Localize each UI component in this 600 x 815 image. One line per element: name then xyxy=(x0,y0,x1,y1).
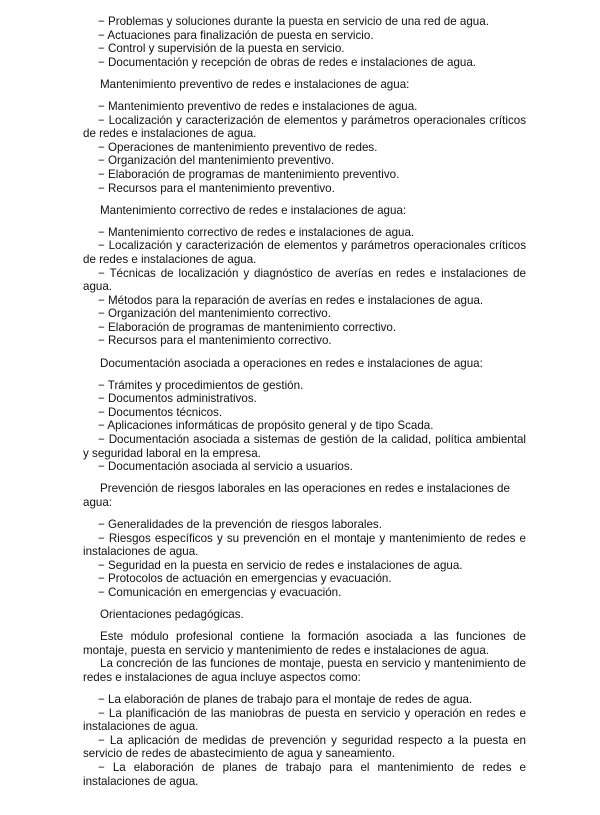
list-item xyxy=(83,379,526,393)
dash: − xyxy=(98,531,105,545)
dash: − xyxy=(98,55,105,69)
list-item-text: La elaboración de planes de trabajo para el montaje de redes de agua. xyxy=(108,693,473,707)
list-item xyxy=(83,168,526,182)
list-item xyxy=(83,433,526,460)
list-item xyxy=(83,460,526,474)
list-item xyxy=(83,586,526,600)
dash: − xyxy=(98,518,105,531)
list-item-text: Seguridad en la puesta en servicio de redes e instalaciones de agua. xyxy=(108,558,463,572)
section-heading-correctivo: Mantenimiento correctivo de redes e instalaciones de agua: xyxy=(100,203,407,217)
list-item xyxy=(83,419,526,433)
list-item-text: Documentación y recepción de obras de redes e instalaciones de agua. xyxy=(108,55,477,69)
list-item-text: Actuaciones para finalización de puesta en servicio. xyxy=(107,28,374,42)
list-item-text: Técnicas de localización y diagnóstico de averías en redes e instalaciones de agua. xyxy=(83,266,526,294)
list-item xyxy=(83,307,526,321)
dash: − xyxy=(98,572,105,586)
list-item-text: La elaboración de planes de trabajo para el mantenimiento de redes e instalaciones de agua. xyxy=(83,761,526,788)
dash: − xyxy=(98,293,105,307)
list-item-text: Documentos administrativos. xyxy=(108,392,257,406)
list-item-text: Trámites y procedimientos de gestión. xyxy=(107,378,304,392)
list-item xyxy=(83,15,526,29)
list-item-text: Operaciones de mantenimiento preventivo de redes. xyxy=(108,140,378,154)
list-item xyxy=(83,693,526,707)
list-item-text: Control y supervisión de la puesta en servicio. xyxy=(108,42,345,56)
list-item xyxy=(83,518,526,532)
dash: − xyxy=(98,460,105,474)
dash: − xyxy=(98,320,105,334)
list-item-text: Métodos para la reparación de averías en redes e instalaciones de agua. xyxy=(108,293,484,307)
dash: − xyxy=(98,334,105,348)
list-item xyxy=(83,182,526,196)
paragraph: La concreción de las funciones de montaje, puesta en servicio y mantenimiento de redes e instalaciones de agua incluye aspectos como: xyxy=(83,657,526,684)
section-1-list xyxy=(83,100,526,195)
section-3-list xyxy=(83,379,526,474)
list-item xyxy=(83,334,526,348)
dash: − xyxy=(98,419,105,433)
list-item xyxy=(83,294,526,308)
list-item xyxy=(83,406,526,420)
dash: − xyxy=(98,378,105,392)
dash: − xyxy=(98,405,105,419)
dash: − xyxy=(98,154,105,168)
list-item xyxy=(83,226,526,240)
dash: − xyxy=(98,266,105,280)
dash: − xyxy=(98,706,105,720)
dash: − xyxy=(98,113,105,127)
dash: − xyxy=(98,28,105,42)
list-item-text: Protocolos de actuación en emergencias y evacuación. xyxy=(108,572,392,586)
list-item-text: Generalidades de la prevención de riesgos laborales. xyxy=(108,518,382,531)
list-item xyxy=(83,392,526,406)
list-item xyxy=(83,141,526,155)
list-item xyxy=(83,114,526,141)
dash: − xyxy=(98,167,105,181)
dash: − xyxy=(98,585,105,599)
list-item-text: La planificación de las maniobras de puesta en servicio y operación en redes e instalaciones de agua. xyxy=(83,706,526,734)
dash: − xyxy=(98,42,105,56)
dash: − xyxy=(98,225,105,239)
list-item xyxy=(83,239,526,266)
list-item-text: Localización y caracterización de elementos y parámetros operacionales críticos de redes e instalaciones de agua. xyxy=(83,239,526,266)
list-item-text: Elaboración de programas de mantenimiento correctivo. xyxy=(108,320,397,334)
section-heading-prevencion: Prevención de riesgos laborales en las operaciones en redes e instalaciones de agua: xyxy=(83,482,510,509)
list-item-text: Riesgos específicos y su prevención en el montaje y mantenimiento de redes e instalaciones de agua. xyxy=(83,531,526,559)
list-item xyxy=(83,100,526,114)
list-item xyxy=(83,559,526,573)
dash: − xyxy=(98,307,105,321)
dash: − xyxy=(98,761,105,774)
list-item xyxy=(83,56,526,70)
section-0-list xyxy=(83,15,526,69)
list-item xyxy=(83,707,526,734)
list-item xyxy=(83,154,526,168)
dash: − xyxy=(98,181,105,195)
dash: − xyxy=(98,433,105,447)
section-heading-documentacion: Documentación asociada a operaciones en redes e instalaciones de agua: xyxy=(100,356,483,370)
list-item-text: Mantenimiento preventivo de redes e instalaciones de agua. xyxy=(108,99,418,113)
section-2-list xyxy=(83,226,526,348)
list-item xyxy=(83,572,526,586)
list-item xyxy=(83,29,526,43)
dash: − xyxy=(98,239,105,253)
list-item-text: Mantenimiento correctivo de redes e instalaciones de agua. xyxy=(108,225,415,239)
list-item-text: Documentos técnicos. xyxy=(108,405,223,419)
list-item-text: Documentación asociada a sistemas de gestión de la calidad, política ambiental y seguridad laboral en la empresa. xyxy=(83,433,526,460)
list-item-text: Recursos para el mantenimiento preventivo. xyxy=(108,181,335,195)
list-item xyxy=(83,267,526,294)
document-page xyxy=(83,15,526,788)
list-item xyxy=(83,734,526,761)
dash: − xyxy=(98,558,105,572)
paragraph: Este módulo profesional contiene la formación asociada a las funciones de montaje, puesta en servicio y mantenimiento de redes e instalaciones de agua. xyxy=(83,630,526,657)
list-item-text: Problemas y soluciones durante la puesta en servicio de una red de agua. xyxy=(108,15,489,28)
list-item-text: Aplicaciones informáticas de propósito general y de tipo Scada. xyxy=(107,419,434,433)
list-item-text: Organización del mantenimiento preventivo. xyxy=(108,154,335,168)
list-item-text: Localización y caracterización de elementos y parámetros operacionales críticos de redes e instalaciones de agua. xyxy=(83,113,526,141)
section-4-list xyxy=(83,518,526,600)
list-item-text: Recursos para el mantenimiento correctivo. xyxy=(108,334,332,348)
list-item-text: La aplicación de medidas de prevención y seguridad respecto a la puesta en servicio de redes de abastecimiento de agua y saneamiento. xyxy=(83,733,526,761)
list-item xyxy=(83,761,526,788)
dash: − xyxy=(98,140,105,154)
dash: − xyxy=(98,15,105,28)
dash: − xyxy=(98,99,105,113)
list-item-text: Comunicación en emergencias y evacuación. xyxy=(108,585,342,599)
list-item xyxy=(83,42,526,56)
section-heading-preventivo: Mantenimiento preventivo de redes e instalaciones de agua: xyxy=(100,77,410,91)
dash: − xyxy=(98,693,105,707)
list-item-text: Organización del mantenimiento correctivo. xyxy=(108,307,331,321)
orientaciones-list xyxy=(83,693,526,788)
dash: − xyxy=(98,392,105,406)
section-heading-orientaciones: Orientaciones pedagógicas. xyxy=(100,608,244,622)
dash: − xyxy=(98,733,105,747)
list-item xyxy=(83,321,526,335)
list-item-text: Elaboración de programas de mantenimiento preventivo. xyxy=(108,167,400,181)
list-item-text: Documentación asociada al servicio a usuarios. xyxy=(108,460,353,474)
list-item xyxy=(83,532,526,559)
